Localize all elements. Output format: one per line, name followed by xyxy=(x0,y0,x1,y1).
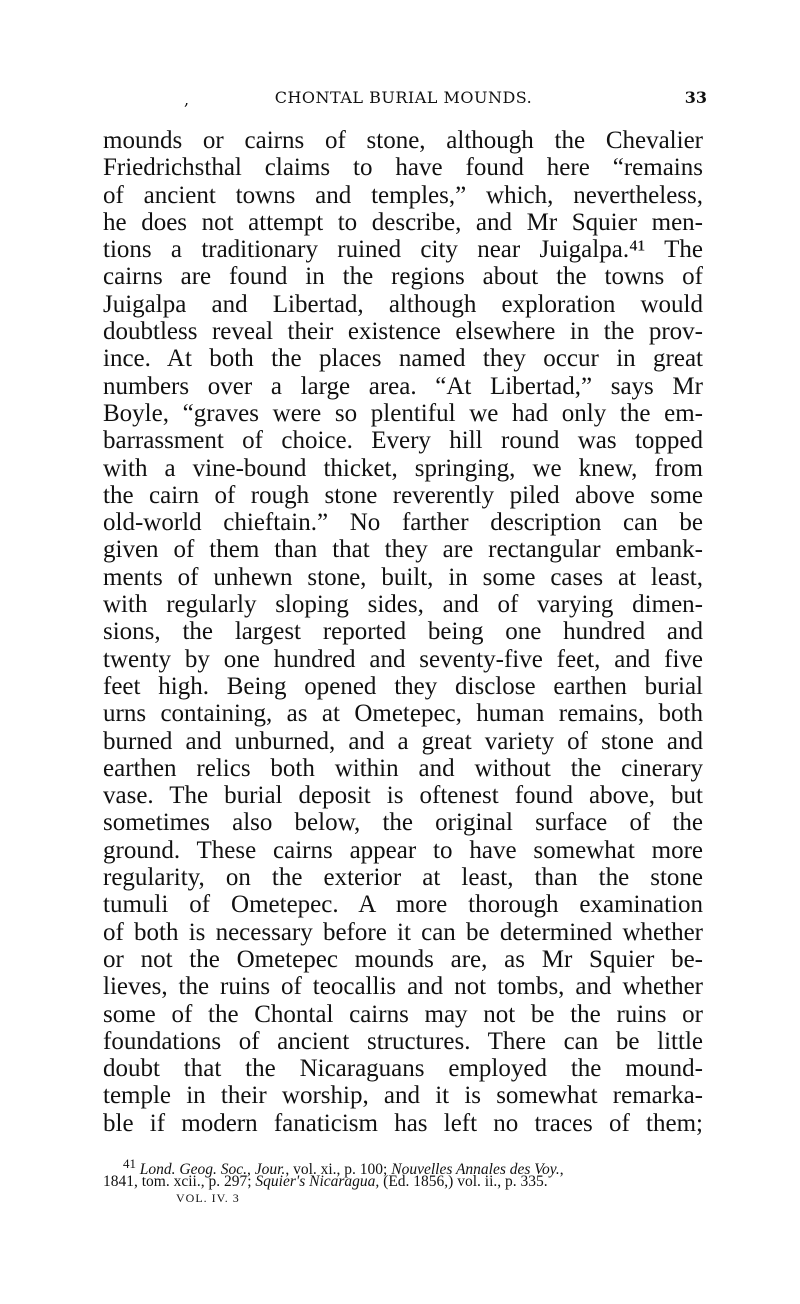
body-line: vase. The burial deposit is oftenest found above, but xyxy=(103,782,703,810)
body-line: the cairn of rough stone reverently piled above some xyxy=(103,481,703,509)
body-line: temple in their worship, and it is somewhat remarka- xyxy=(103,1082,703,1110)
body-line: mounds or cairns of stone, although the Chevalier xyxy=(103,127,703,154)
footnote xyxy=(103,1155,703,1191)
body-line: or not the Ometepec mounds are, as Mr Squier be- xyxy=(103,945,703,973)
body-line: barrassment of choice. Every hill round was topped xyxy=(103,427,703,455)
body-line: ments of unhewn stone, built, in some cases at least, xyxy=(103,563,703,591)
body-line: with a vine-bound thicket, springing, we knew, from xyxy=(103,454,703,482)
body-line: tions a traditionary ruined city near Juigalpa.⁴¹ The xyxy=(103,236,703,264)
footnote-source-3: Squier's Nicaragua, xyxy=(255,1173,380,1190)
body-line: given of them than that they are rectangular embank- xyxy=(103,536,703,564)
signature-mark: VOL. IV. 3 xyxy=(176,1191,240,1205)
running-header xyxy=(100,86,707,112)
footnote-marker: 41 xyxy=(123,1156,136,1171)
running-title: CHONTAL BURIAL MOUNDS. xyxy=(274,88,533,107)
body-line: twenty by one hundred and seventy-five feet, and five xyxy=(103,645,703,673)
body-line: ble if modern fanaticism has left no traces of them; xyxy=(103,1109,703,1137)
body-line: of ancient towns and temples,” which, nevertheless, xyxy=(103,181,703,209)
body-line: doubt that the Nicaraguans employed the mound- xyxy=(103,1055,703,1083)
body-line: he does not attempt to describe, and Mr Squier men- xyxy=(103,208,703,236)
body-line: some of the Chontal cairns may not be the ruins or xyxy=(103,1000,703,1028)
body-line: numbers over a large area. “At Libertad,” says Mr xyxy=(103,372,703,400)
footnote-ref-3: (Ed. 1856,) vol. ii., p. 335. xyxy=(379,1173,548,1190)
header-mark: , xyxy=(184,90,190,109)
footnote-source-1: Lond. Geog. Soc., Jour. xyxy=(139,1161,286,1179)
body-line: doubtless reveal their existence elsewhere in the prov- xyxy=(103,318,703,346)
body-line: burned and unburned, and a great variety of stone and xyxy=(103,727,703,755)
body-line: of both is necessary before it can be determined whether xyxy=(103,918,703,946)
body-text xyxy=(103,127,703,1137)
body-line: earthen relics both within and without the cinerary xyxy=(103,754,703,782)
body-line: tumuli of Ometepec. A more thorough examination xyxy=(103,891,703,919)
body-line: feet high. Being opened they disclose earthen burial xyxy=(103,672,703,700)
body-line: ground. These cairns appear to have somewhat more xyxy=(103,836,703,864)
body-line: regularity, on the exterior at least, than the stone xyxy=(103,864,703,892)
footnote-line-1 xyxy=(103,1155,703,1179)
footnote-ref-1: , vol. xi., p. 100; xyxy=(285,1161,392,1179)
body-line: sometimes also below, the original surface of the xyxy=(103,809,703,837)
body-line: Boyle, “graves were so plentiful we had only the em- xyxy=(103,399,703,427)
body-line: cairns are found in the regions about the towns of xyxy=(103,263,703,291)
body-line: lieves, the ruins of teocallis and not tombs, and whether xyxy=(103,973,703,1001)
footnote-source-2: Nouvelles Annales des Voy. xyxy=(391,1161,560,1179)
body-line: urns containing, as at Ometepec, human remains, both xyxy=(103,700,703,728)
body-line: ince. At both the places named they occur in great xyxy=(103,345,703,373)
footnote-ref-2: 1841, tom. xcii., p. 297; xyxy=(103,1173,256,1190)
footnote-line-2 xyxy=(103,1173,703,1191)
body-line: Juigalpa and Libertad, although exploration would xyxy=(103,290,703,318)
body-line: Friedrichsthal claims to have found here “remains xyxy=(103,154,703,182)
page-number: 33 xyxy=(684,88,707,107)
body-line: sions, the largest reported being one hundred and xyxy=(103,618,703,646)
footnote-punct: , xyxy=(559,1161,564,1179)
body-line: foundations of ancient structures. There can be little xyxy=(103,1027,703,1055)
body-line: old-world chieftain.” No farther description can be xyxy=(103,509,703,537)
body-line: with regularly sloping sides, and of varying dimen- xyxy=(103,591,703,619)
